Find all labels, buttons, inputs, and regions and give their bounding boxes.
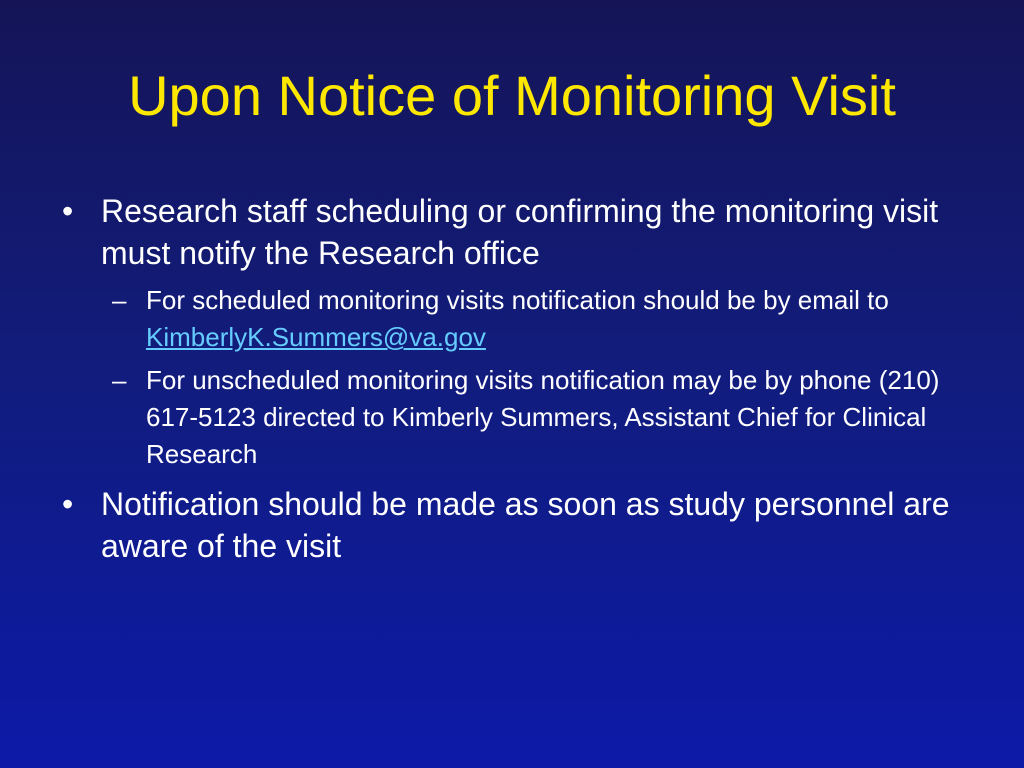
bullet-item xyxy=(58,483,958,567)
sub-bullet-text: For scheduled monitoring visits notification should be by email to xyxy=(146,285,889,315)
sub-bullet-item xyxy=(58,282,958,356)
sub-bullet-item xyxy=(58,362,958,473)
sub-bullet-text: For unscheduled monitoring visits notification may be by phone (210) 617-5123 directed to Kimberly Summers, Assistant Chief for Clinical Research xyxy=(146,365,940,469)
bullet-item xyxy=(58,190,958,274)
email-link[interactable]: KimberlyK.Summers@va.gov xyxy=(146,322,486,352)
slide-title: Upon Notice of Monitoring Visit xyxy=(128,64,896,127)
sub-bullet-marker: – xyxy=(112,285,127,315)
slide-body xyxy=(58,190,958,575)
bullet-marker: • xyxy=(62,193,74,229)
bullet-text: Notification should be made as soon as study personnel are aware of the visit xyxy=(101,486,950,564)
bullet-marker: • xyxy=(62,486,74,522)
sub-bullet-marker: – xyxy=(112,365,127,395)
bullet-text: Research staff scheduling or confirming the monitoring visit must notify the Research office xyxy=(101,193,939,271)
